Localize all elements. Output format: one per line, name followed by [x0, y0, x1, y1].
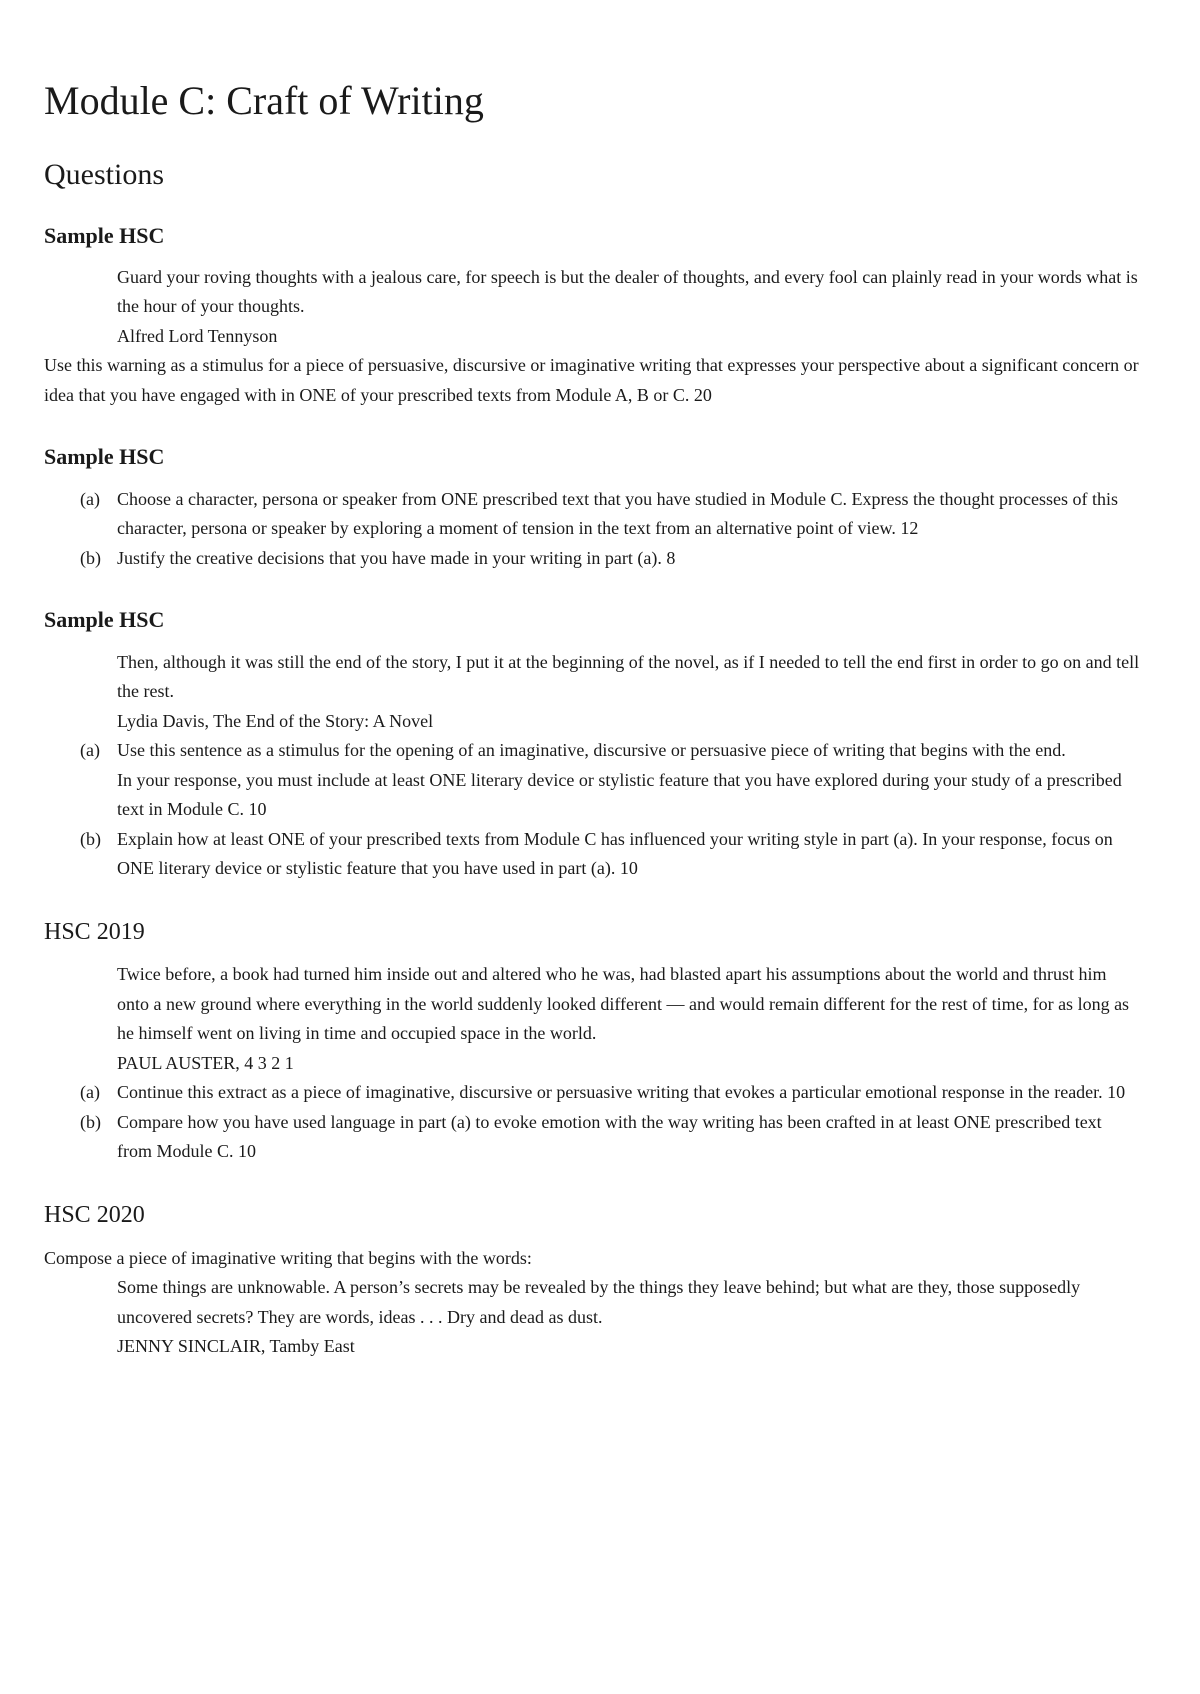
part-letter: (a) [80, 740, 100, 761]
section-heading: Sample HSC [44, 444, 165, 470]
question-part-a [44, 1078, 1140, 1108]
section-heading: HSC 2020 [44, 1201, 145, 1228]
stimulus-quote: Guard your roving thoughts with a jealous care, for speech is but the dealer of thoughts, and every fool can plainly read in your words what is the hour of your thoughts. [117, 266, 1138, 317]
part-letter: (b) [80, 1111, 101, 1132]
question-part-a [44, 485, 1140, 544]
question-part-a [44, 736, 1140, 825]
question-part-b [44, 544, 1140, 574]
quote-source: Alfred Lord Tennyson [117, 325, 278, 346]
section-heading: HSC 2019 [44, 918, 145, 945]
part-text: Explain how at least ONE of your prescribed texts from Module C has influenced your writing style in part (a). In your response, focus on ONE literary device or stylistic feature that you have used in part (a). 10 [117, 828, 1113, 879]
question-part-b [44, 825, 1140, 884]
quote-source: JENNY SINCLAIR, Tamby East [117, 1336, 355, 1357]
question-intro: Compose a piece of imaginative writing that begins with the words: [44, 1247, 532, 1268]
part-text-continued: In your response, you must include at least ONE literary device or stylistic feature that you have explored during your study of a prescribed text in Module C. 10 [117, 769, 1122, 820]
part-text: Compare how you have used language in part (a) to evoke emotion with the way writing has been crafted in at least ONE prescribed text from Module C. 10 [117, 1111, 1102, 1162]
section-heading: Sample HSC [44, 222, 165, 248]
question-section-4 [44, 918, 1140, 1167]
part-letter: (b) [80, 828, 101, 849]
section-heading: Sample HSC [44, 607, 165, 633]
quote-source: Lydia Davis, The End of the Story: A Novel [117, 710, 434, 731]
page-title: Module C: Craft of Writing [44, 78, 484, 123]
part-text: Use this sentence as a stimulus for the opening of an imaginative, discursive or persuasive piece of writing that begins with the end. [117, 740, 1066, 761]
stimulus-quote: Some things are unknowable. A person’s secrets may be revealed by the things they leave behind; but what are they, those supposedly uncovered secrets? They are words, ideas . . . Dry and dead as dust. [117, 1277, 1081, 1327]
question-part-b [44, 1108, 1140, 1167]
quote-source: PAUL AUSTER, 4 3 2 1 [117, 1052, 294, 1073]
question-section-5 [44, 1201, 1140, 1362]
part-body [117, 736, 1140, 825]
part-letter: (a) [80, 1082, 100, 1103]
part-text: Continue this extract as a piece of imaginative, discursive or persuasive writing that evokes a particular emotional response in the reader. 10 [117, 1082, 1126, 1103]
part-text: Justify the creative decisions that you have made in your writing in part (a). 8 [117, 547, 676, 568]
stimulus-quote: Twice before, a book had turned him inside out and altered who he was, had blasted apart his assumptions about the world and thrust him onto a new ground where everything in the world suddenly looked different — and would remain different for the rest of time, for as long as he himself went on living in time and occupied space in the world. [117, 964, 1130, 1044]
part-text: Choose a character, persona or speaker from ONE prescribed text that you have studied in Module C. Express the thought processes of this character, persona or speaker by exploring a moment of tension in the text from an alternative point of view. 12 [117, 488, 1119, 539]
stimulus-quote: Then, although it was still the end of the story, I put it at the beginning of the novel, as if I needed to tell the end first in order to go on and tell the rest. [117, 651, 1140, 702]
question-section-1 [44, 223, 1140, 411]
question-section-2 [44, 444, 1140, 573]
page-subtitle: Questions [44, 158, 164, 191]
question-prompt: Use this warning as a stimulus for a piece of persuasive, discursive or imaginative writing that expresses your perspective about a significant concern or idea that you have engaged with in ONE of your prescribed texts from Module A, B or C. 20 [44, 355, 1139, 405]
part-letter: (a) [80, 488, 100, 509]
part-letter: (b) [80, 547, 101, 568]
question-section-3 [44, 607, 1140, 883]
